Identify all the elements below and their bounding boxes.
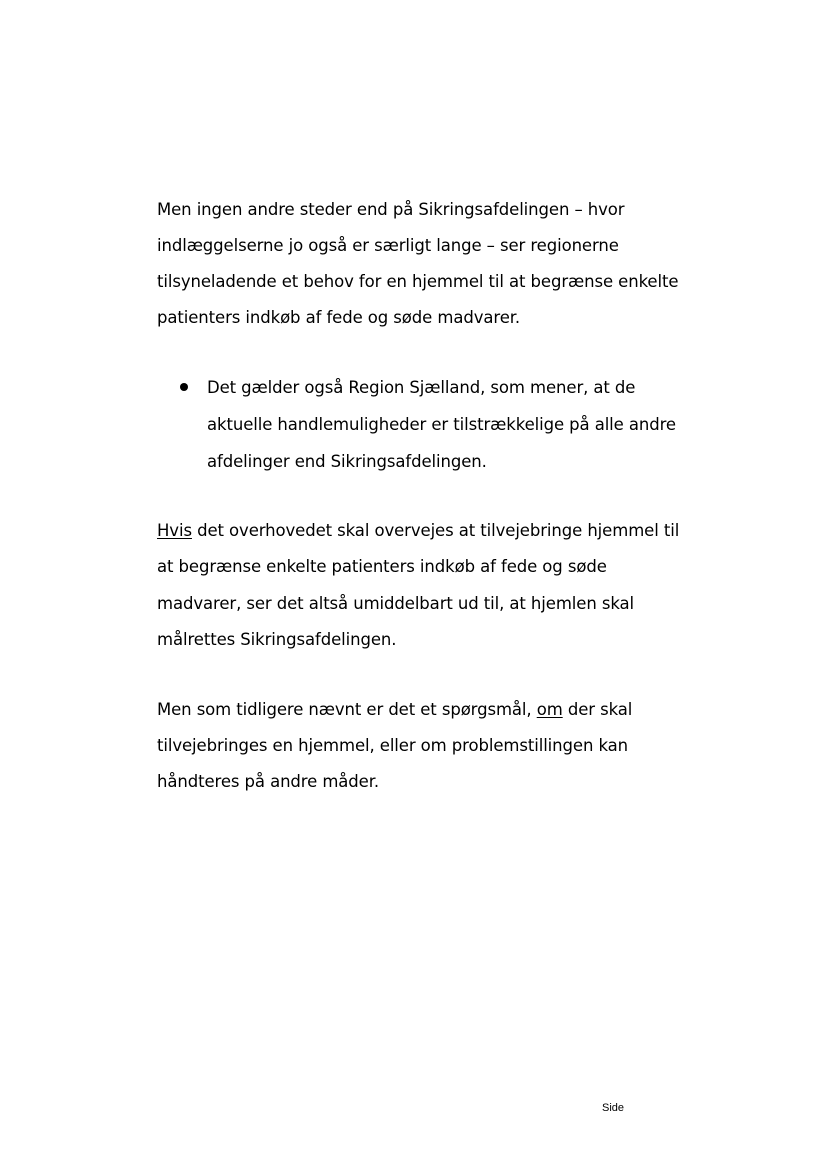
paragraph-2-line-1-rest: det overhovedet skal overvejes at tilvejebringe hjemmel til: [191, 521, 680, 540]
paragraph-1-line-3: tilsyneladende et behov for en hjemmel til at begrænse enkelte: [157, 272, 679, 291]
paragraph-2-line-3: madvarer, ser det altså umiddelbart ud til, at hjemlen skal: [157, 594, 634, 613]
paragraph-1-line-4: patienters indkøb af fede og søde madvarer.: [157, 308, 521, 327]
paragraph-3-line-1: [157, 700, 632, 720]
page-footer-label: Side: [602, 1102, 625, 1114]
paragraph-2-line-4: målrettes Sikringsafdelingen.: [157, 630, 397, 649]
paragraph-2-line-2: at begrænse enkelte patienters indkøb af fede og søde: [157, 557, 607, 576]
underlined-word-hvis: Hvis: [157, 521, 192, 540]
bullet-dot-icon: [180, 383, 188, 391]
underlined-word-om: om: [536, 700, 563, 719]
bullet-item-line-2: aktuelle handlemuligheder er tilstrækkelige på alle andre: [207, 415, 676, 434]
paragraph-2-line-1: [157, 521, 679, 541]
bullet-item-line-1: Det gælder også Region Sjælland, som mener, at de: [207, 378, 636, 397]
paragraph-1-line-1: Men ingen andre steder end på Sikringsafdelingen – hvor: [157, 200, 625, 219]
paragraph-3-line-1-before: Men som tidligere nævnt er det et spørgsmål,: [157, 700, 537, 719]
paragraph-3-line-2: tilvejebringes en hjemmel, eller om problemstillingen kan: [157, 736, 628, 755]
bullet-item-line-3: afdelinger end Sikringsafdelingen.: [207, 452, 487, 471]
paragraph-3-line-3: håndteres på andre måder.: [157, 772, 380, 791]
paragraph-3-line-1-after: der skal: [562, 700, 633, 719]
paragraph-1-line-2: indlæggelserne jo også er særligt lange – ser regionerne: [157, 236, 619, 255]
